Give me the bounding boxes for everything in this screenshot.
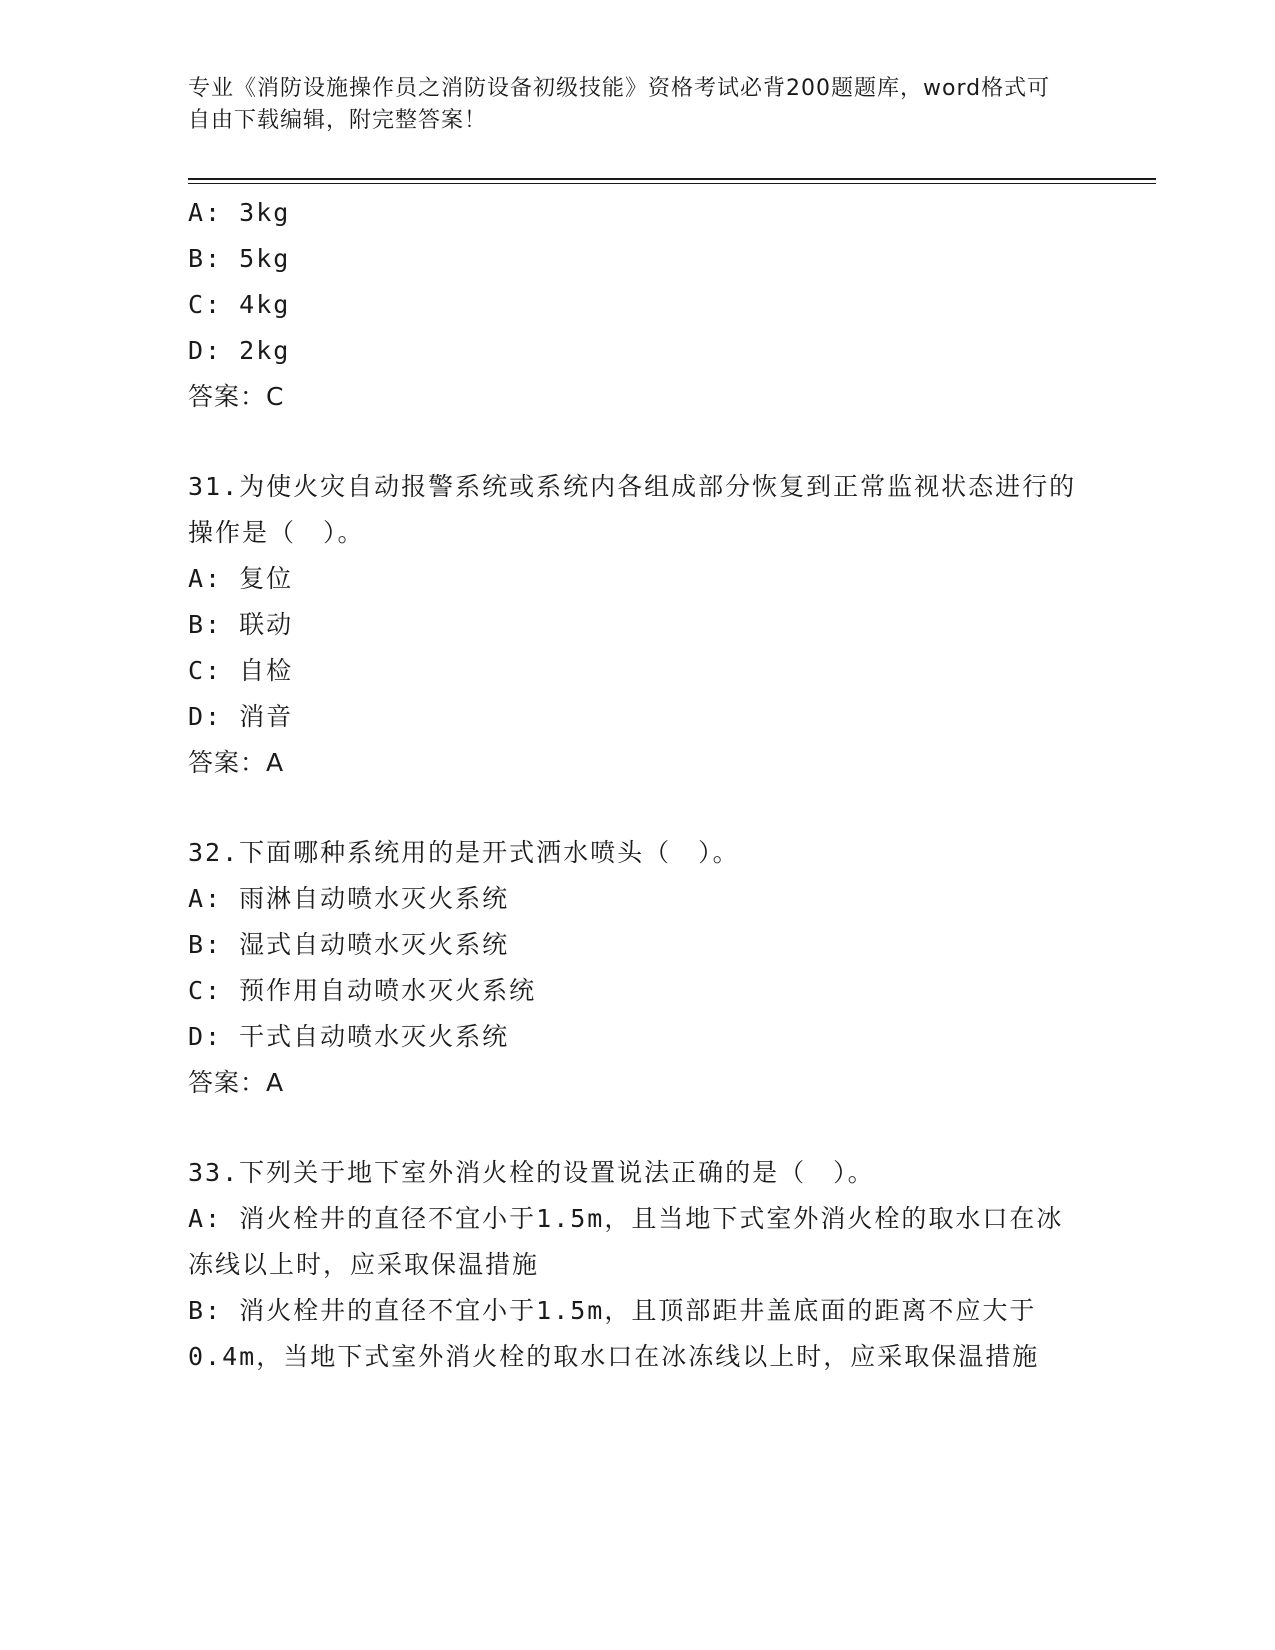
prev-question-block <box>188 190 1088 420</box>
question-31 <box>188 464 1088 786</box>
option-d: D: 2kg <box>188 336 291 365</box>
option-c: C: 预作用自动喷水灭火系统 <box>188 976 537 1005</box>
spacer <box>188 786 1088 830</box>
question-32 <box>188 830 1088 1106</box>
question-33 <box>188 1150 1088 1380</box>
header-divider-thin <box>188 183 1156 184</box>
option-a: A: 复位 <box>188 564 294 593</box>
option-b: B: 5kg <box>188 244 291 273</box>
answer-line: 答案：A <box>188 1068 285 1097</box>
question-stem: 32.下面哪种系统用的是开式洒水喷头（ ）。 <box>188 838 740 867</box>
option-a: A: 消火栓井的直径不宜小于1.5m，且当地下式室外消火栓的取水口在冰冻线以上时，应采取保温措施 <box>188 1204 1064 1279</box>
option-b: B: 消火栓井的直径不宜小于1.5m，且顶部距井盖底面的距离不应大于0.4m，当地下式室外消火栓的取水口在冰冻线以上时，应采取保温措施 <box>188 1296 1040 1371</box>
option-a: A: 3kg <box>188 198 291 227</box>
option-d: D: 消音 <box>188 702 294 731</box>
option-c: C: 自检 <box>188 656 294 685</box>
header-divider <box>188 178 1156 180</box>
spacer <box>188 1106 1088 1150</box>
spacer <box>188 420 1088 464</box>
option-b: B: 湿式自动喷水灭火系统 <box>188 930 510 959</box>
option-c: C: 4kg <box>188 290 291 319</box>
answer-line: 答案：C <box>188 382 285 411</box>
question-content <box>188 190 1088 1380</box>
option-d: D: 干式自动喷水灭火系统 <box>188 1022 510 1051</box>
option-a: A: 雨淋自动喷水灭火系统 <box>188 884 510 913</box>
question-stem: 33.下列关于地下室外消火栓的设置说法正确的是（ ）。 <box>188 1158 875 1187</box>
option-b: B: 联动 <box>188 610 294 639</box>
question-stem: 31.为使火灾自动报警系统或系统内各组成部分恢复到正常监视状态进行的操作是（ ）。 <box>188 472 1077 547</box>
page-header: 专业《消防设施操作员之消防设备初级技能》资格考试必背200题题库，word格式可自由下载编辑，附完整答案！ <box>188 76 1051 133</box>
answer-line: 答案：A <box>188 748 285 777</box>
